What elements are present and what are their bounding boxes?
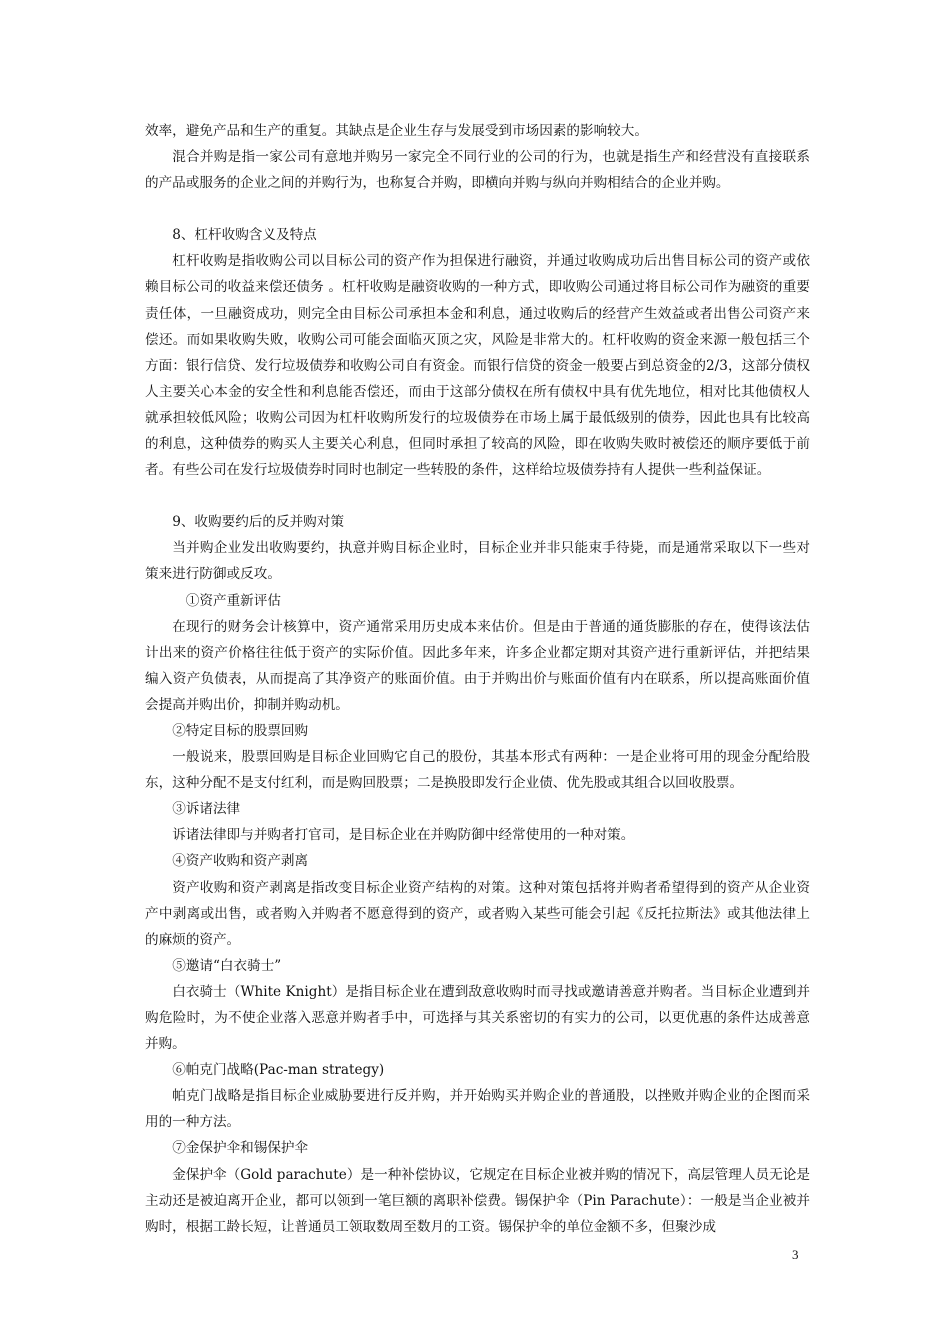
subheading-stock-repurchase: ②特定目标的股票回购 — [172, 722, 309, 739]
paragraph-pac-man: 帕克门战略是指目标企业威胁要进行反并购，并开始购买并购企业的普通股，以挫败并购企业的企图而采用的一种方法。 — [145, 1088, 810, 1131]
subheading-parachutes: ⑦金保护伞和锡保护伞 — [172, 1140, 309, 1157]
paragraph-conglomerate-merger: 混合并购是指一家公司有意地并购另一家完全不同行业的公司的行为，也就是指生产和经营没有直接联系的产品或服务的企业之间的并购行为，也称复合并购，即横向并购与纵向并购相结合的企业并购。 — [145, 149, 810, 192]
paragraph-litigation: 诉诸法律即与并购者打官司，是目标企业在并购防御中经常使用的一种对策。 — [172, 827, 635, 844]
section-heading-anti-takeover: 9、收购要约后的反并购对策 — [172, 514, 344, 531]
subheading-asset-revaluation: ①资产重新评估 — [185, 592, 281, 609]
subheading-white-knight: ⑤邀请“白衣骑士” — [172, 957, 282, 974]
subheading-pac-man: ⑥帕克门战略(Pac-man strategy) — [172, 1062, 385, 1079]
paragraph-white-knight: 白衣骑士（White Knight）是指目标企业在遭到敌意收购时而寻找或邀请善意并购者。当目标企业遭到并购危险时，为不使企业落入恶意并购者手中，可选择与其关系密切的有实力的公司，以更优惠的条件达成善意并购。 — [145, 983, 810, 1053]
paragraph-anti-takeover-intro: 当并购企业发出收购要约，执意并购目标企业时，目标企业并非只能束手待毙，而是通常采取以下一些对策来进行防御或反攻。 — [145, 540, 810, 583]
paragraph-vertical-merger-tail: 效率，避免产品和生产的重复。其缺点是企业生存与发展受到市场因素的影响较大。 — [145, 123, 648, 139]
paragraph-leveraged-buyout: 杠杆收购是指收购公司以目标公司的资产作为担保进行融资，并通过收购成功后出售目标公司的资产或依赖目标公司的收益来偿还债务 。杠杆收购是融资收购的一种方式，即收购公司通过将目标公司作为融资的重要责任体，一旦融资成功，则完全由目标公司承担本金和利息，通过收购后的经营产生效益或者出售公司资产来偿还。而如果收购失败，收购公司可能会面临灭顶之灾，风险是非常大的。杠杆收购的资金来源一般包括三个方面：银行信贷、发行垃圾债券和收购公司自有资金。而银行信贷的资金一般要占到总资金的2/3，这部分债权人主要关心本金的安全性和利息能否偿还，而由于这部分债权在所有债权中具有优先地位，相对比其他债权人就承担较低风险；收购公司因为杠杆收购所发行的垃圾债券在市场上属于最低级别的债券，因此也具有比较高的利息，这种债券的购买人主要关心利息，但同时承担了较高的风险，即在收购失败时被偿还的顺序要低于前者。有些公司在发行垃圾债券时同时也制定一些转股的条件，这样给垃圾债券持有人提供一些利益保证。 — [145, 253, 810, 479]
page-body — [145, 118, 810, 1240]
paragraph-stock-repurchase: 一般说来，股票回购是目标企业回购它自己的股份，其基本形式有两种：一是企业将可用的现金分配给股东，这种分配不是支付红利，而是购回股票；二是换股即发行企业债、优先股或其组合以回收股票。 — [145, 749, 810, 792]
subheading-asset-acquisition-divestiture: ④资产收购和资产剥离 — [172, 853, 309, 870]
paragraph-parachutes: 金保护伞（Gold parachute）是一种补偿协议，它规定在目标企业被并购的情况下，高层管理人员无论是主动还是被迫离开企业，都可以领到一笔巨额的离职补偿费。锡保护伞（Pin Parachute）：一般是当企业被并购时，根据工龄长短，让普通员工领取数周至数月的工资。锡保护伞的单位金额不多，但聚沙成 — [145, 1166, 810, 1235]
section-spacer — [145, 196, 810, 222]
paragraph-asset-acquisition-divestiture: 资产收购和资产剥离是指改变目标企业资产结构的对策。这种对策包括将并购者希望得到的资产从企业资产中剥离或出售，或者购入并购者不愿意得到的资产，或者购入某些可能会引起《反托拉斯法》或其他法律上的麻烦的资产。 — [145, 879, 810, 948]
section-spacer — [145, 483, 810, 509]
subheading-litigation: ③诉诸法律 — [172, 801, 241, 818]
paragraph-asset-revaluation: 在现行的财务会计核算中，资产通常采用历史成本来估价。但是由于普通的通货膨胀的存在，使得该法估计出来的资产价格往往低于资产的实际价值。因此多年来，许多企业都定期对其资产进行重新评估，并把结果编入资产负债表，从而提高了其净资产的账面价值。由于并购出价与账面价值有内在联系，所以提高账面价值会提高并购出价，抑制并购动机。 — [145, 618, 810, 713]
section-heading-leveraged-buyout: 8、杠杆收购含义及特点 — [172, 227, 317, 244]
page-number: 3 — [792, 1247, 799, 1262]
